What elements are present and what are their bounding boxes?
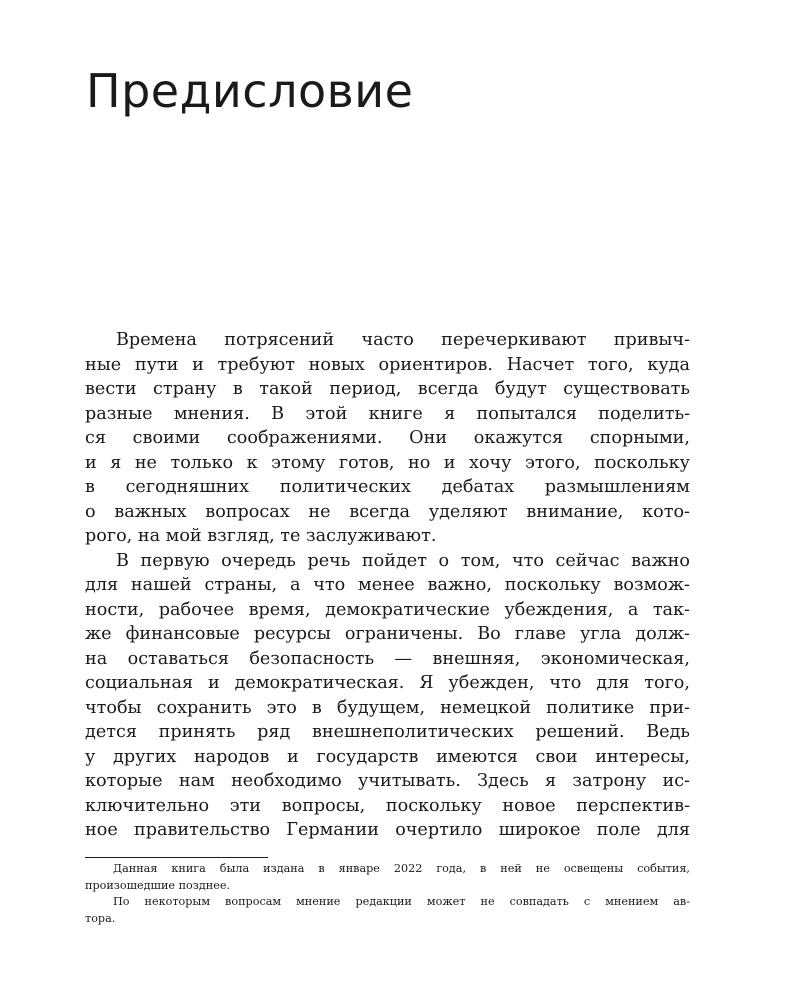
text-line: социальная и демократическая. Я убежден, что для того,	[85, 673, 690, 693]
text-line: разные мнения. В этой книге я попытался поделить-	[85, 403, 690, 424]
text-line: чтобы сохранить это в будущем, немецкой политике при-	[85, 697, 690, 718]
footnote-line: произошедшие позднее.	[85, 878, 231, 892]
footnote-line: По некоторым вопросам мнение редакции может не совпадать с мнением ав-	[113, 895, 690, 908]
text-line: на оставаться безопасность — внешняя, экономическая,	[85, 648, 690, 669]
text-line: у других народов и государств имеются свои интересы,	[85, 746, 690, 767]
text-line: ности, рабочее время, демократические убеждения, а так-	[85, 599, 690, 620]
footnote-line: Данная книга была издана в январе 2022 года, в ней не освещены события,	[113, 862, 690, 875]
text-line: же финансовые ресурсы ограничены. Во главе угла долж-	[85, 624, 690, 644]
text-line: ное правительство Германии очертило широкое поле для	[85, 820, 690, 840]
footnotes	[85, 861, 690, 927]
text-line: которые нам необходимо учитывать. Здесь я затрону ис-	[85, 771, 690, 791]
text-line: вести страну в такой период, всегда будут существовать	[85, 379, 690, 399]
footnote-line: тора.	[85, 911, 116, 925]
text-line: дется принять ряд внешнеполитических решений. Ведь	[85, 722, 690, 742]
text-line: для нашей страны, а что менее важно, поскольку возмож-	[85, 575, 690, 595]
text-line: и я не только к этому готов, но и хочу этого, поскольку	[85, 452, 690, 473]
text-line: о важных вопросах не всегда уделяют внимание, кото-	[85, 501, 690, 522]
chapter-title: Предисловие	[86, 64, 414, 118]
text-line: Времена потрясений часто перечеркивают привыч-	[116, 330, 690, 350]
main-text	[85, 328, 690, 843]
text-line: рого, на мой взгляд, те заслуживают.	[85, 526, 437, 546]
text-line: ные пути и требуют новых ориентиров. Насчет того, куда	[85, 354, 690, 375]
footnote-divider	[85, 857, 268, 858]
text-line: в сегодняшних политических дебатах размышлениям	[85, 477, 690, 497]
text-line: ключительно эти вопросы, поскольку новое перспектив-	[85, 795, 690, 816]
text-line: ся своими соображениями. Они окажутся спорными,	[85, 428, 690, 448]
text-line: В первую очередь речь пойдет о том, что сейчас важно	[116, 550, 690, 571]
